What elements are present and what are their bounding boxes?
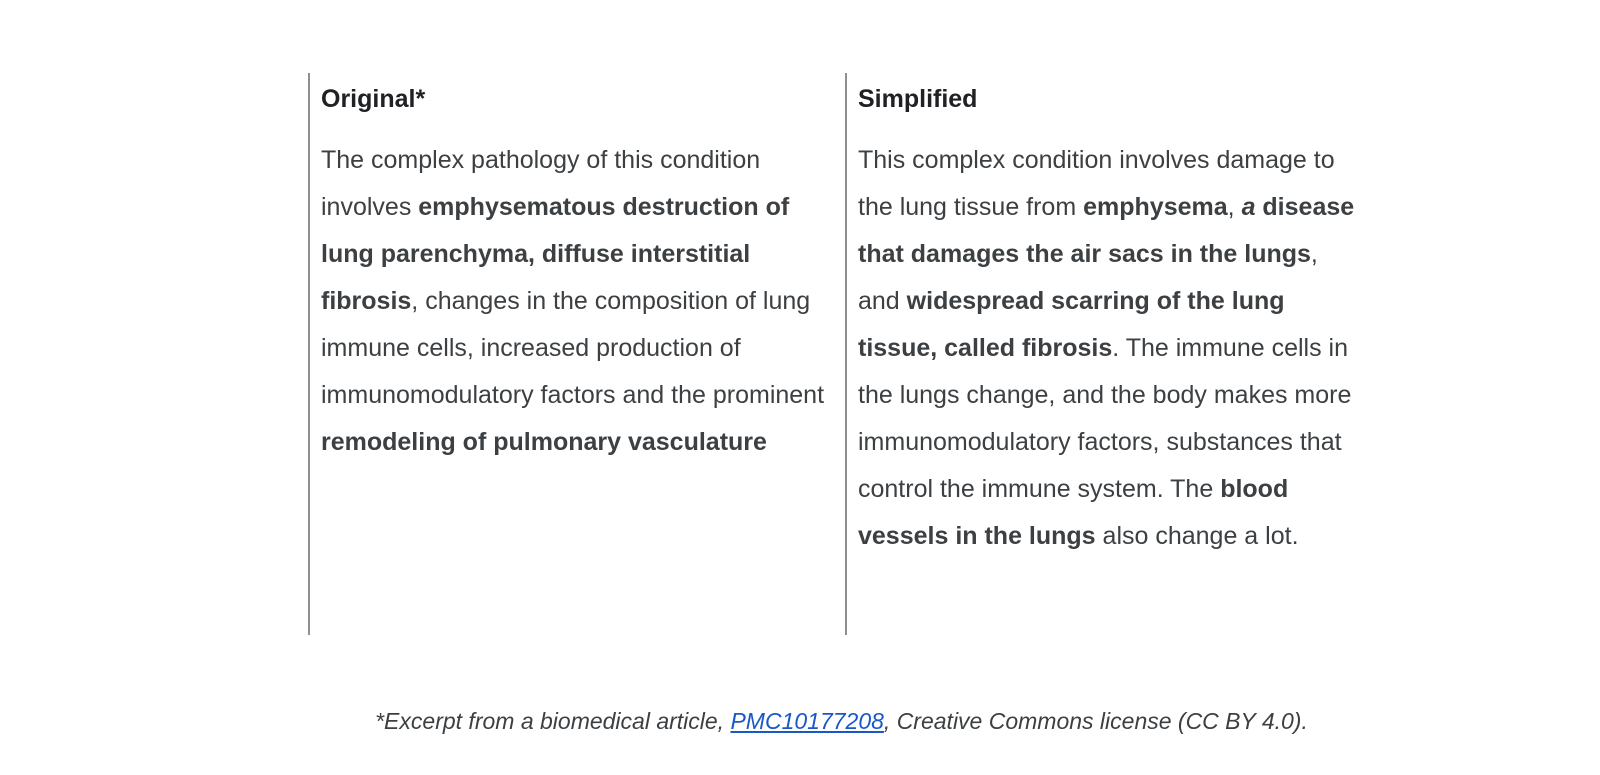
simplified-segment: . The immune cells in the lungs change, and the body makes more immunomodulatory factors, substances that control the immune system. The — [858, 334, 1352, 503]
original-segment-bold: remodeling of pulmonary vasculature — [321, 428, 767, 456]
simplified-segment-bold-italic: a — [1241, 193, 1256, 221]
simplified-text — [858, 137, 1364, 560]
original-segment-bold: emphysematous destruction of lung parenchyma, diffuse interstitial fibrosis — [321, 193, 790, 315]
footnote-suffix: , Creative Commons license (CC BY 4.0). — [883, 708, 1308, 734]
original-text — [321, 137, 825, 466]
simplified-heading: Simplified — [858, 85, 978, 113]
simplified-segment: also change a lot. — [1095, 522, 1299, 550]
simplified-segment-bold: disease that damages the air sacs in the lungs — [858, 193, 1355, 268]
footnote — [0, 706, 1600, 736]
simplified-segment-bold: widespread scarring of the lung tissue, called fibrosis — [858, 287, 1285, 362]
original-segment: The complex pathology of this condition involves — [321, 146, 761, 221]
simplified-segment: , — [1227, 193, 1242, 221]
original-heading: Original* — [321, 85, 426, 113]
simplified-segment-bold: emphysema — [1083, 193, 1228, 221]
footnote-prefix: *Excerpt from a biomedical article, — [375, 708, 731, 734]
original-segment: , changes in the composition of lung immune cells, increased production of immunomodulatory factors and the prominent — [321, 287, 825, 409]
simplified-segment: This complex condition involves damage to the lung tissue from — [858, 146, 1335, 221]
simplified-column — [845, 73, 1374, 635]
pmc-article-link[interactable]: PMC10177208 — [730, 708, 884, 734]
comparison-table — [308, 73, 1374, 635]
simplified-segment-bold — [1242, 193, 1256, 221]
simplified-segment-bold: blood vessels in the lungs — [858, 475, 1289, 550]
original-column — [308, 73, 845, 635]
simplified-segment: , and — [858, 240, 1318, 315]
